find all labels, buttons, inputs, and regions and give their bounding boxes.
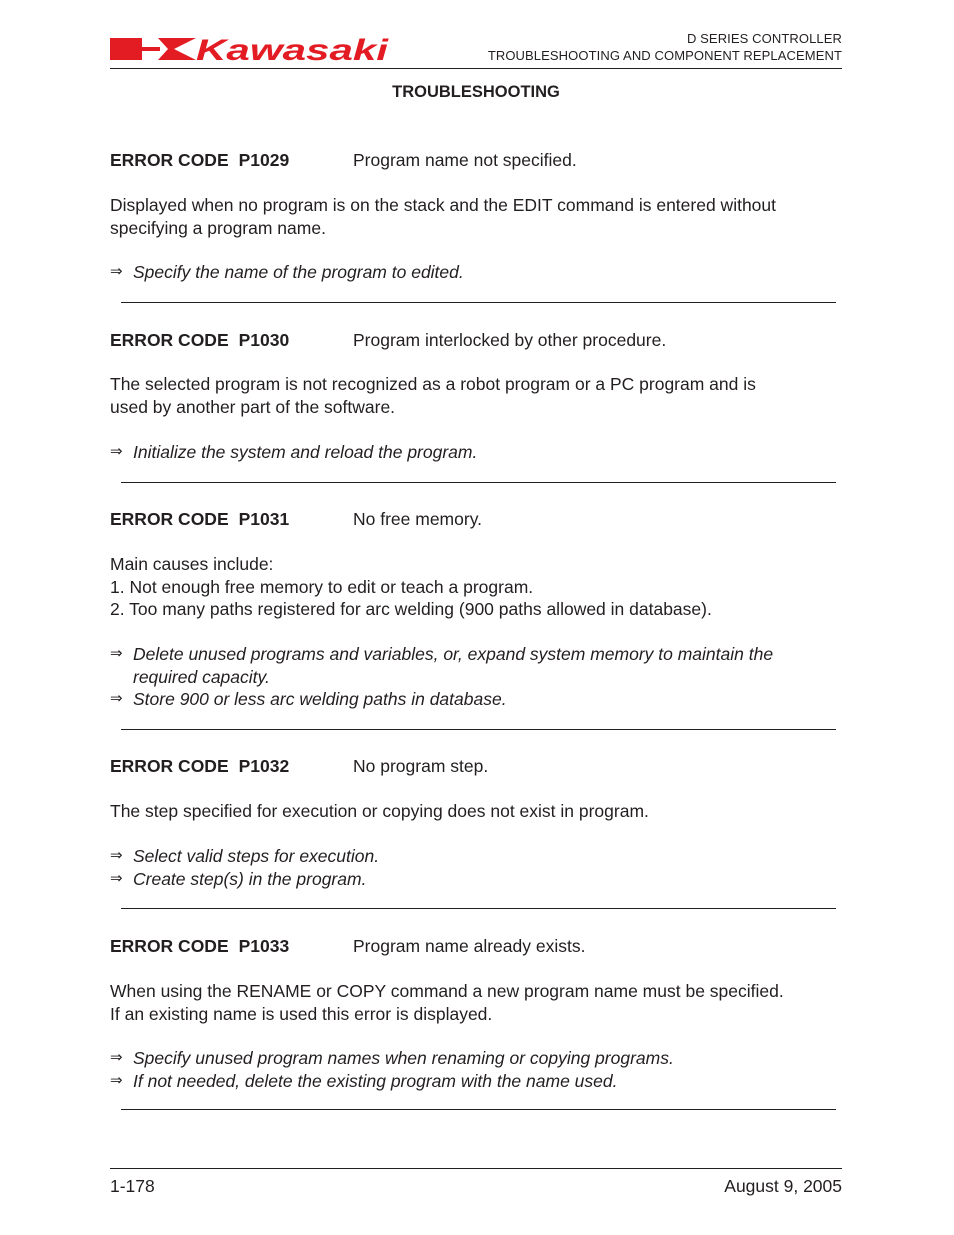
arrow-icon: ⇒ bbox=[110, 1049, 123, 1066]
error-code-message: Program interlocked by other procedure. bbox=[353, 330, 667, 350]
error-code-number: P1029 bbox=[238, 150, 290, 170]
footer-rule bbox=[110, 1168, 842, 1169]
arrow-icon: ⇒ bbox=[110, 869, 123, 887]
logo-wordmark: Kawasaki bbox=[196, 34, 389, 65]
error-code-number: P1033 bbox=[238, 936, 290, 956]
error-code-number: P1031 bbox=[238, 509, 290, 529]
entry-separator bbox=[121, 908, 836, 909]
remedy-text: Specify the name of the program to edited. bbox=[133, 262, 464, 282]
remedy-item bbox=[110, 1070, 674, 1093]
arrow-icon: ⇒ bbox=[110, 443, 123, 460]
header-title-line1: D SERIES CONTROLLER bbox=[686, 31, 842, 46]
remedy-list bbox=[110, 1047, 674, 1092]
error-code-heading bbox=[110, 509, 483, 530]
error-code-number: P1030 bbox=[238, 330, 290, 350]
entry-separator bbox=[121, 482, 836, 483]
arrow-icon: ⇒ bbox=[110, 645, 123, 662]
error-description bbox=[110, 373, 850, 418]
header-rule bbox=[110, 68, 842, 69]
remedy-item bbox=[110, 261, 464, 284]
error-code-message: Program name not specified. bbox=[353, 150, 577, 170]
error-code-label: ERROR CODE bbox=[110, 330, 229, 350]
description-line: When using the RENAME or COPY command a new program name must be specified. bbox=[110, 981, 784, 1001]
description-line: 1. Not enough free memory to edit or teach a program. bbox=[110, 576, 534, 597]
error-code-heading bbox=[110, 150, 577, 171]
kawasaki-logo bbox=[110, 33, 390, 65]
entry-separator bbox=[121, 1109, 836, 1110]
remedy-item bbox=[110, 441, 477, 464]
description-line: If an existing name is used this error is displayed. bbox=[110, 1003, 493, 1024]
arrow-icon: ⇒ bbox=[110, 263, 123, 280]
arrow-icon: ⇒ bbox=[110, 690, 123, 707]
remedy-text: Initialize the system and reload the program. bbox=[133, 442, 478, 462]
remedy-text: Select valid steps for execution. bbox=[133, 846, 380, 866]
remedy-list bbox=[110, 845, 379, 890]
arrow-icon: ⇒ bbox=[110, 1071, 123, 1089]
error-code-label: ERROR CODE bbox=[110, 150, 229, 170]
error-code-message: No program step. bbox=[353, 756, 489, 776]
kawasaki-logo-icon bbox=[110, 33, 390, 65]
error-code-message: No free memory. bbox=[353, 509, 483, 529]
remedy-item bbox=[110, 643, 773, 666]
error-code-heading bbox=[110, 936, 586, 957]
error-code-heading bbox=[110, 330, 667, 351]
remedy-list bbox=[110, 441, 477, 464]
remedy-text: Create step(s) in the program. bbox=[133, 868, 367, 889]
remedy-text: Specify unused program names when renaming or copying programs. bbox=[133, 1048, 674, 1068]
error-description bbox=[110, 194, 850, 239]
entry-separator bbox=[121, 729, 836, 730]
remedy-list bbox=[110, 261, 464, 284]
error-code-label: ERROR CODE bbox=[110, 756, 229, 776]
remedy-item bbox=[110, 868, 379, 891]
remedy-text: required capacity. bbox=[133, 666, 270, 687]
section-title: TROUBLESHOOTING bbox=[392, 83, 560, 101]
remedy-text: Delete unused programs and variables, or, expand system memory to maintain the bbox=[133, 644, 774, 664]
remedy-item bbox=[110, 1047, 674, 1070]
remedy-item bbox=[110, 845, 379, 868]
error-description bbox=[110, 980, 850, 1025]
entry-separator bbox=[121, 302, 836, 303]
description-line: The step specified for execution or copying does not exist in program. bbox=[110, 801, 649, 821]
remedy-text: Store 900 or less arc welding paths in database. bbox=[133, 689, 507, 709]
arrow-icon: ⇒ bbox=[110, 847, 123, 864]
description-line: specifying a program name. bbox=[110, 217, 326, 238]
description-line: Main causes include: bbox=[110, 554, 274, 574]
error-code-label: ERROR CODE bbox=[110, 509, 229, 529]
error-description bbox=[110, 800, 850, 823]
footer-date: August 9, 2005 bbox=[724, 1176, 842, 1196]
remedy-text: If not needed, delete the existing program with the name used. bbox=[133, 1070, 618, 1091]
error-code-heading bbox=[110, 756, 489, 777]
description-line: 2. Too many paths registered for arc welding (900 paths allowed in database). bbox=[110, 599, 712, 619]
remedy-list bbox=[110, 643, 773, 711]
page-number: 1-178 bbox=[110, 1176, 155, 1196]
error-description bbox=[110, 553, 850, 621]
description-line: used by another part of the software. bbox=[110, 396, 396, 417]
remedy-item-continued bbox=[110, 666, 773, 689]
header-title-line2: TROUBLESHOOTING AND COMPONENT REPLACEMENT bbox=[487, 48, 842, 63]
description-line: The selected program is not recognized as a robot program or a PC program and is bbox=[110, 374, 756, 394]
error-code-message: Program name already exists. bbox=[353, 936, 586, 956]
error-code-label: ERROR CODE bbox=[110, 936, 229, 956]
remedy-item bbox=[110, 688, 773, 711]
error-code-number: P1032 bbox=[238, 756, 290, 776]
description-line: Displayed when no program is on the stack and the EDIT command is entered without bbox=[110, 195, 776, 215]
